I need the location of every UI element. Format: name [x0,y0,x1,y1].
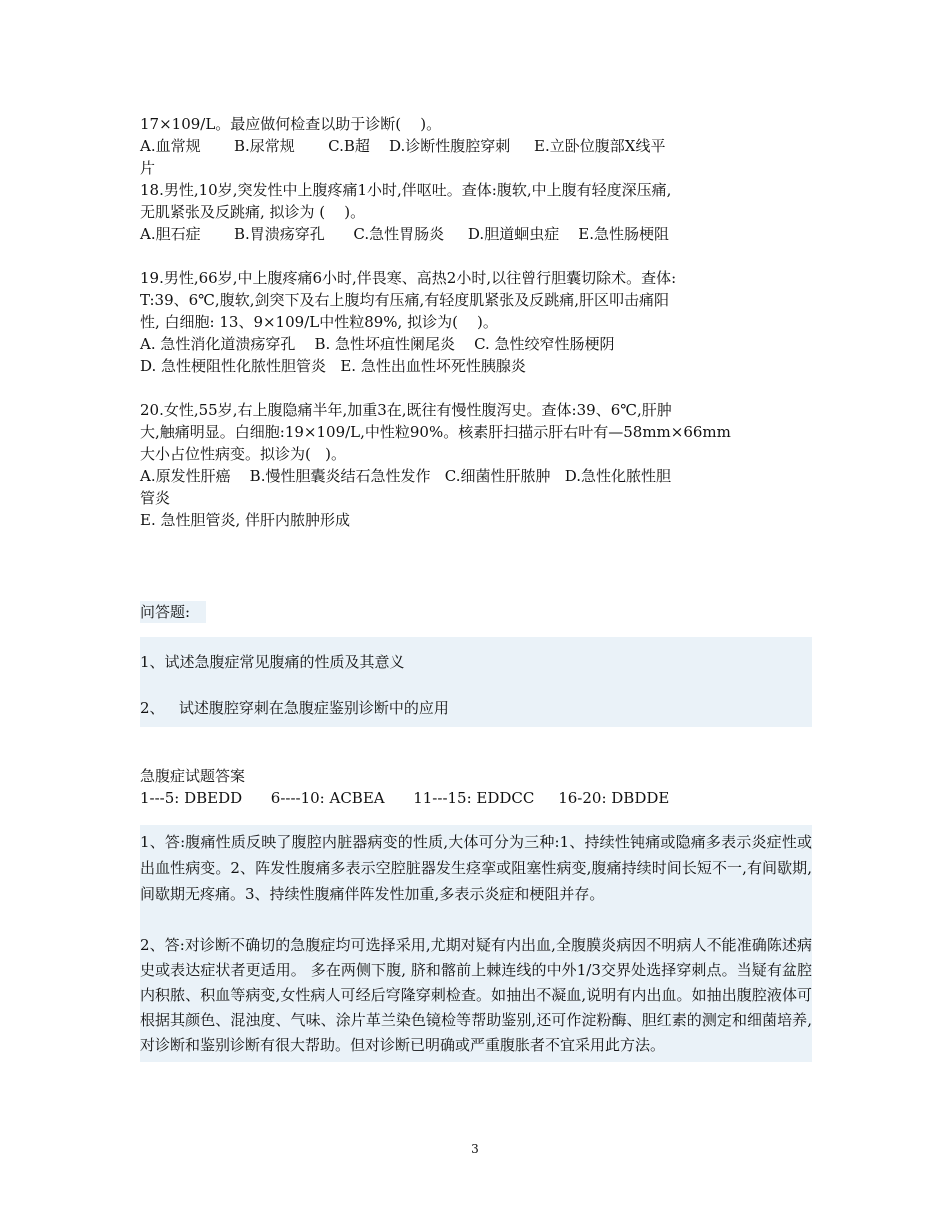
q17-options: A.血常规 B.尿常规 C.B超 D.诊断性腹腔穿刺 E.立卧位腹部X线平 [140,137,666,155]
essay-heading-row [140,601,812,623]
q19-options-1: A. 急性消化道溃疡穿孔 B. 急性坏疽性阑尾炎 C. 急性绞窄性肠梗阴 [140,335,615,353]
answers-title: 急腹症试题答案 [140,767,246,785]
q20-stem-line3: 大小占位性病变。拟诊为( )。 [140,445,347,463]
q19-stem-line3: 性, 白细胞: 13、9×109/L中性粒89%, 拟诊为( )。 [140,313,498,331]
spacer [140,245,812,267]
page-content [140,113,812,1062]
essay-question-2: 2、 试述腹腔穿刺在急腹症鉴别诊断中的应用 [140,699,449,717]
answer-1-paragraph: 1、答:腹痛性质反映了腹腔内脏器病变的性质,大体可分为三种:1、持续性钝痛或隐痛多表示炎症性或出血性病变。2、阵发性腹痛多表示空腔脏器发生痉挛或阻塞性病变,腹痛持续时间长短不一,有间歇期,间歇期无疼痛。3、持续性腹痛伴阵发性加重,多表示炎症和梗阻并存。 [140,825,812,911]
q17-options-wrap: 片 [140,159,156,177]
q20-options-wrap: 管炎 [140,489,171,507]
answer-key: 1---5: DBEDD 6----10: ACBEA 11---15: EDDCC 16-20: DBDDE [140,789,670,807]
spacer [140,531,812,575]
q19-stem-line2: T:39、6℃,腹软,剑突下及右上腹均有压痛,有轻度肌紧张及反跳痛,肝区叩击痛阳 [140,291,670,309]
spacer [140,377,812,399]
q20-stem-line1: 20.女性,55岁,右上腹隐痛半年,加重3在,既往有慢性腹泻史。查体:39、6℃,肝肿 [140,401,672,419]
q20-options: A.原发性肝癌 B.慢性胆囊炎结石急性发作 C.细菌性肝脓肿 D.急性化脓性胆 [140,467,672,485]
q18-stem-line1: 18.男性,10岁,突发性中上腹疼痛1小时,伴呕吐。查体:腹软,中上腹有轻度深压痛, [140,181,672,199]
q18-stem-line2: 无肌紧张及反跳痛, 拟诊为 ( )。 [140,203,366,221]
answer-2-paragraph: 2、答:对诊断不确切的急腹症均可选择采用,尤期对疑有内出血,全腹膜炎病因不明病人不能准确陈述病史或表达症状者更适用。 多在两侧下腹, 脐和髂前上棘连线的中外1/3交界处选择穿刺点。当疑有盆腔内积脓、积血等病变,女性病人可经后穹隆穿刺检查。如抽出不凝血,说明有内出血。如抽出腹腔液体可根据其颜色、混浊度、气味、涂片革兰染色镜检等帮助鉴别,还可作淀粉酶、胆红素的测定和细菌培养,对诊断和鉴别诊断有很大帮助。但对诊断已明确或严重腹胀者不宜采用此方法。 [140,933,812,1062]
q20-stem-line2: 大,触痛明显。白细胞:19×109/L,中性粒90%。核素肝扫描示肝右叶有—58mm×66mm [140,423,731,441]
essay-questions [140,637,812,727]
page-number: 3 [471,1142,479,1156]
essay-question-1: 1、试述急腹症常见腹痛的性质及其意义 [140,653,405,671]
q20-option-e: E. 急性胆管炎, 伴肝内脓肿形成 [140,511,351,529]
q17-stem-tail: 17×109/L。最应做何检查以助于诊断( )。 [140,115,442,133]
q19-stem-line1: 19.男性,66岁,中上腹疼痛6小时,伴畏寒、高热2小时,以往曾行胆囊切除术。查体: [140,269,677,287]
q19-options-2: D. 急性梗阻性化脓性胆管炎 E. 急性出血性坏死性胰腺炎 [140,357,526,375]
q18-options: A.胆石症 B.胃溃疡穿孔 C.急性胃肠炎 D.胆道蛔虫症 E.急性肠梗阻 [140,225,669,243]
essay-heading: 问答题: [140,601,206,623]
